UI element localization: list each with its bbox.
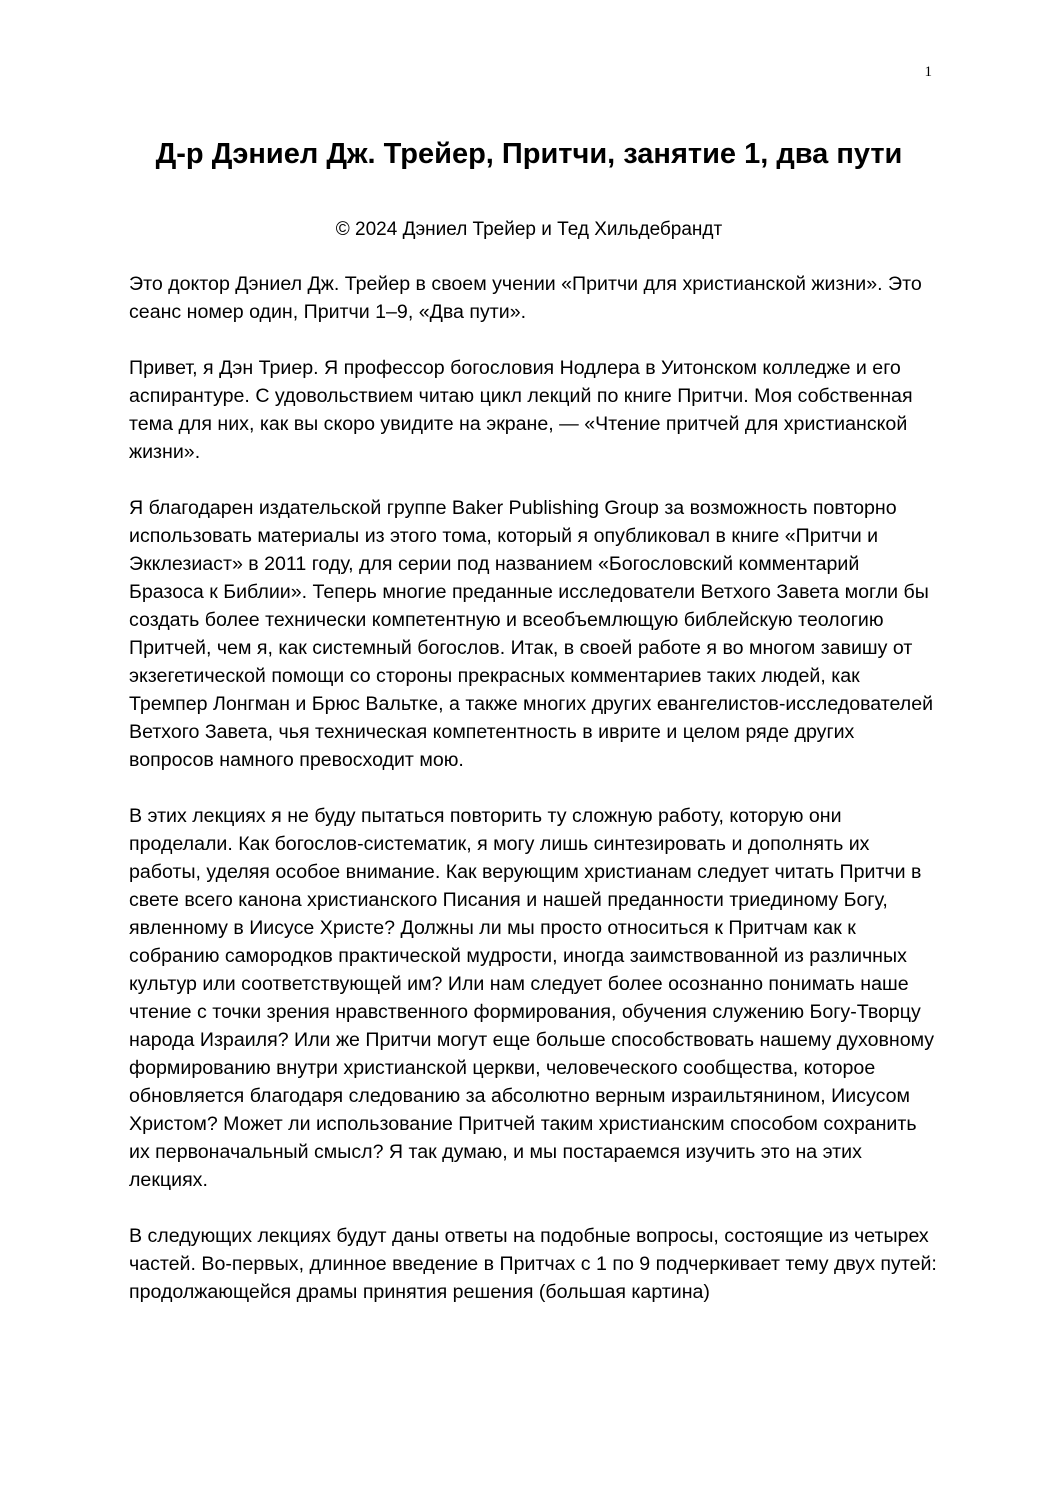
paragraph-intro: Это доктор Дэниел Дж. Трейер в своем учении «Притчи для христианской жизни». Это сеанс номер один, Притчи 1–9, «Два пути». [129,273,922,323]
paragraph-acknowledgement: Я благодарен издательской группе Baker Publishing Group за возможность повторно использовать материалы из этого тома, который я опубликовал в книге «Притчи и Экклезиаст» в 2011 году, для серии под названием «Богословский комментарий Бразоса к Библии». Теперь многие преданные исследователи Ветхого Завета могли бы создать более технически компетентную и всеобъемлющую библейскую теологию Притчей, чем я, как системный богослов. Итак, в своей работе я во многом завишу от экзегетической помощи со стороны прекрасных комментариев таких людей, как Тремпер Лонгман и Брюс Вальтке, а также многих других евангелистов-исследователей Ветхого Завета, чья техническая компетентность в иврите и целом ряде других вопросов намного превосходит мою. [129,497,934,771]
page-number: 1 [924,64,932,80]
document-title: Д-р Дэниел Дж. Трейер, Притчи, занятие 1, два пути [155,138,903,170]
copyright-line: © 2024 Дэниел Трейер и Тед Хильдебрандт [335,219,723,240]
paragraph-outline: В следующих лекциях будут даны ответы на подобные вопросы, состоящие из четырех частей. Во-первых, длинное введение в Притчах с 1 по 9 подчеркивает тему двух путей: продолжающейся драмы принятия решения (большая картина) [129,1225,937,1303]
paragraph-questions: В этих лекциях я не буду пытаться повторить ту сложную работу, которую они проделали. Как богослов-систематик, я могу лишь синтезировать и дополнять их работы, уделяя особое внимание. Как верующим христианам следует читать Притчи в свете всего канона христианского Писания и нашей преданности триединому Богу, явленному в Иисусе Христе? Должны ли мы просто относиться к Притчам как к собранию самородков практической мудрости, иногда заимствованной из различных культур или соответствующей им? Или нам следует более осознанно понимать наше чтение с точки зрения нравственного формирования, обучения служению Богу-Творцу народа Израиля? Или же Притчи могут еще больше способствовать нашему духовному формированию внутри христианской церкви, человеческого сообщества, которое обновляется благодаря следованию за абсолютно верным израильтянином, Иисусом Христом? Может ли использование Притчей таким христианским способом сохранить их первоначальный смысл? Я так думаю, и мы постараемся изучить это на этих лекциях. [129,805,935,1191]
document-body [129,270,937,1334]
paragraph-greeting: Привет, я Дэн Триер. Я профессор богословия Нодлера в Уитонском колледже и его аспирантуре. С удовольствием читаю цикл лекций по книге Притчи. Моя собственная тема для них, как вы скоро увидите на экране, — «Чтение притчей для христианской жизни». [129,357,913,463]
